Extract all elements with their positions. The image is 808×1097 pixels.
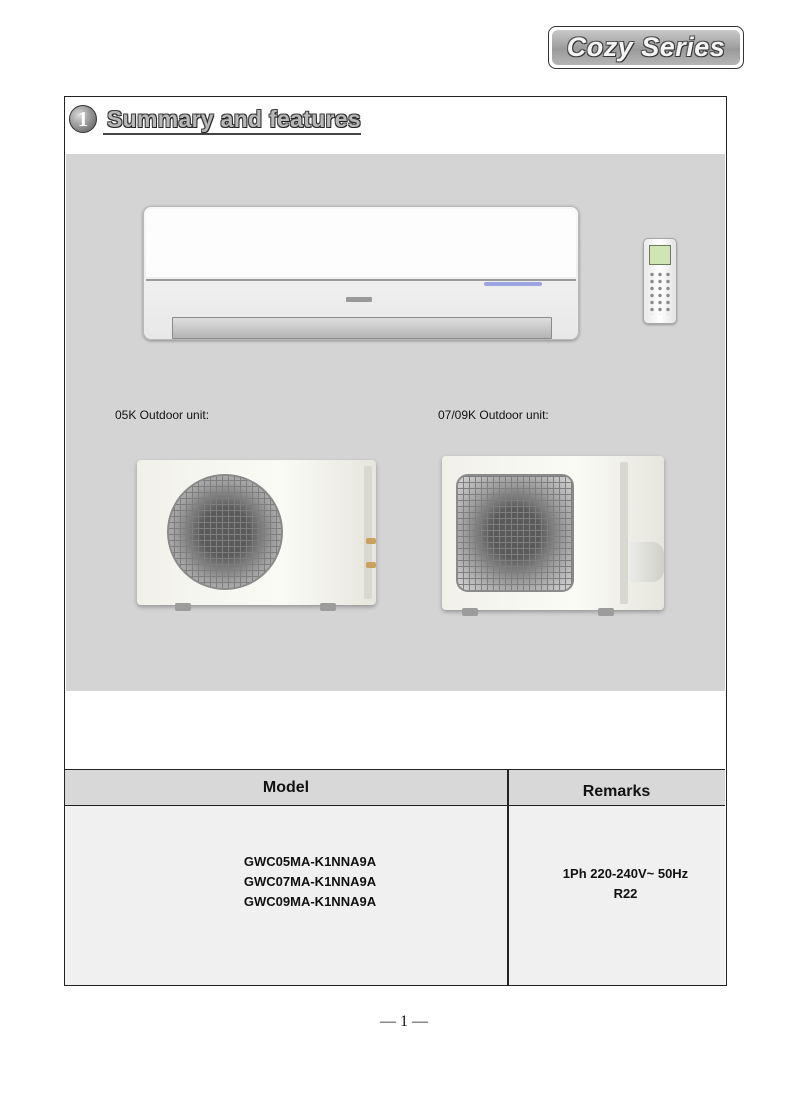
series-badge-text: Cozy Series: [566, 32, 726, 62]
fan-grille-icon: [456, 474, 574, 592]
unit-foot: [175, 603, 191, 611]
model-list: [65, 852, 507, 912]
summary-frame: [64, 96, 727, 986]
model-name: GWC05MA-K1NNA9A: [243, 854, 377, 869]
model-name: GWC07MA-K1NNA9A: [243, 874, 377, 889]
section-title: Summary and features: [107, 105, 361, 132]
remote-buttons: [648, 271, 672, 315]
indoor-front-panel: [146, 209, 576, 277]
unit-foot: [598, 608, 614, 616]
indoor-trim-line: [146, 279, 576, 281]
header-remarks: Remarks: [582, 783, 651, 800]
unit-foot: [320, 603, 336, 611]
heading-underline: [103, 133, 361, 135]
series-badge: [548, 26, 744, 69]
page-number: — 1 —: [380, 1013, 428, 1030]
indoor-louver: [172, 317, 552, 339]
remote-controller-image: [643, 238, 677, 324]
section-number-icon: 1: [69, 105, 97, 133]
product-photo-panel: [66, 154, 725, 691]
remarks-list: [508, 864, 725, 904]
header-model: Model: [262, 779, 310, 796]
outdoor-05k-label: 05K Outdoor unit:: [115, 408, 210, 422]
remark-power: 1Ph 220-240V~ 50Hz: [562, 866, 689, 881]
outdoor-0709k-label: 07/09K Outdoor unit:: [438, 408, 549, 422]
valve-icon: [366, 562, 376, 568]
remote-screen: [649, 245, 671, 265]
indoor-display-icon: [484, 282, 542, 286]
unit-foot: [462, 608, 478, 616]
side-panel: [364, 466, 372, 599]
model-name: GWC09MA-K1NNA9A: [243, 894, 377, 909]
valve-cover: [628, 542, 664, 582]
outdoor-unit-0709k-image: [442, 456, 664, 610]
brand-logo-icon: [346, 297, 372, 302]
section-heading: [69, 103, 361, 135]
remark-refrigerant: R22: [613, 886, 638, 901]
series-badge-inner: [552, 30, 740, 65]
outdoor-unit-05k-image: [137, 460, 376, 605]
fan-grille-icon: [167, 474, 283, 590]
valve-icon: [366, 538, 376, 544]
side-panel: [620, 462, 628, 604]
indoor-unit-image: [143, 206, 579, 340]
model-table: [65, 769, 725, 985]
